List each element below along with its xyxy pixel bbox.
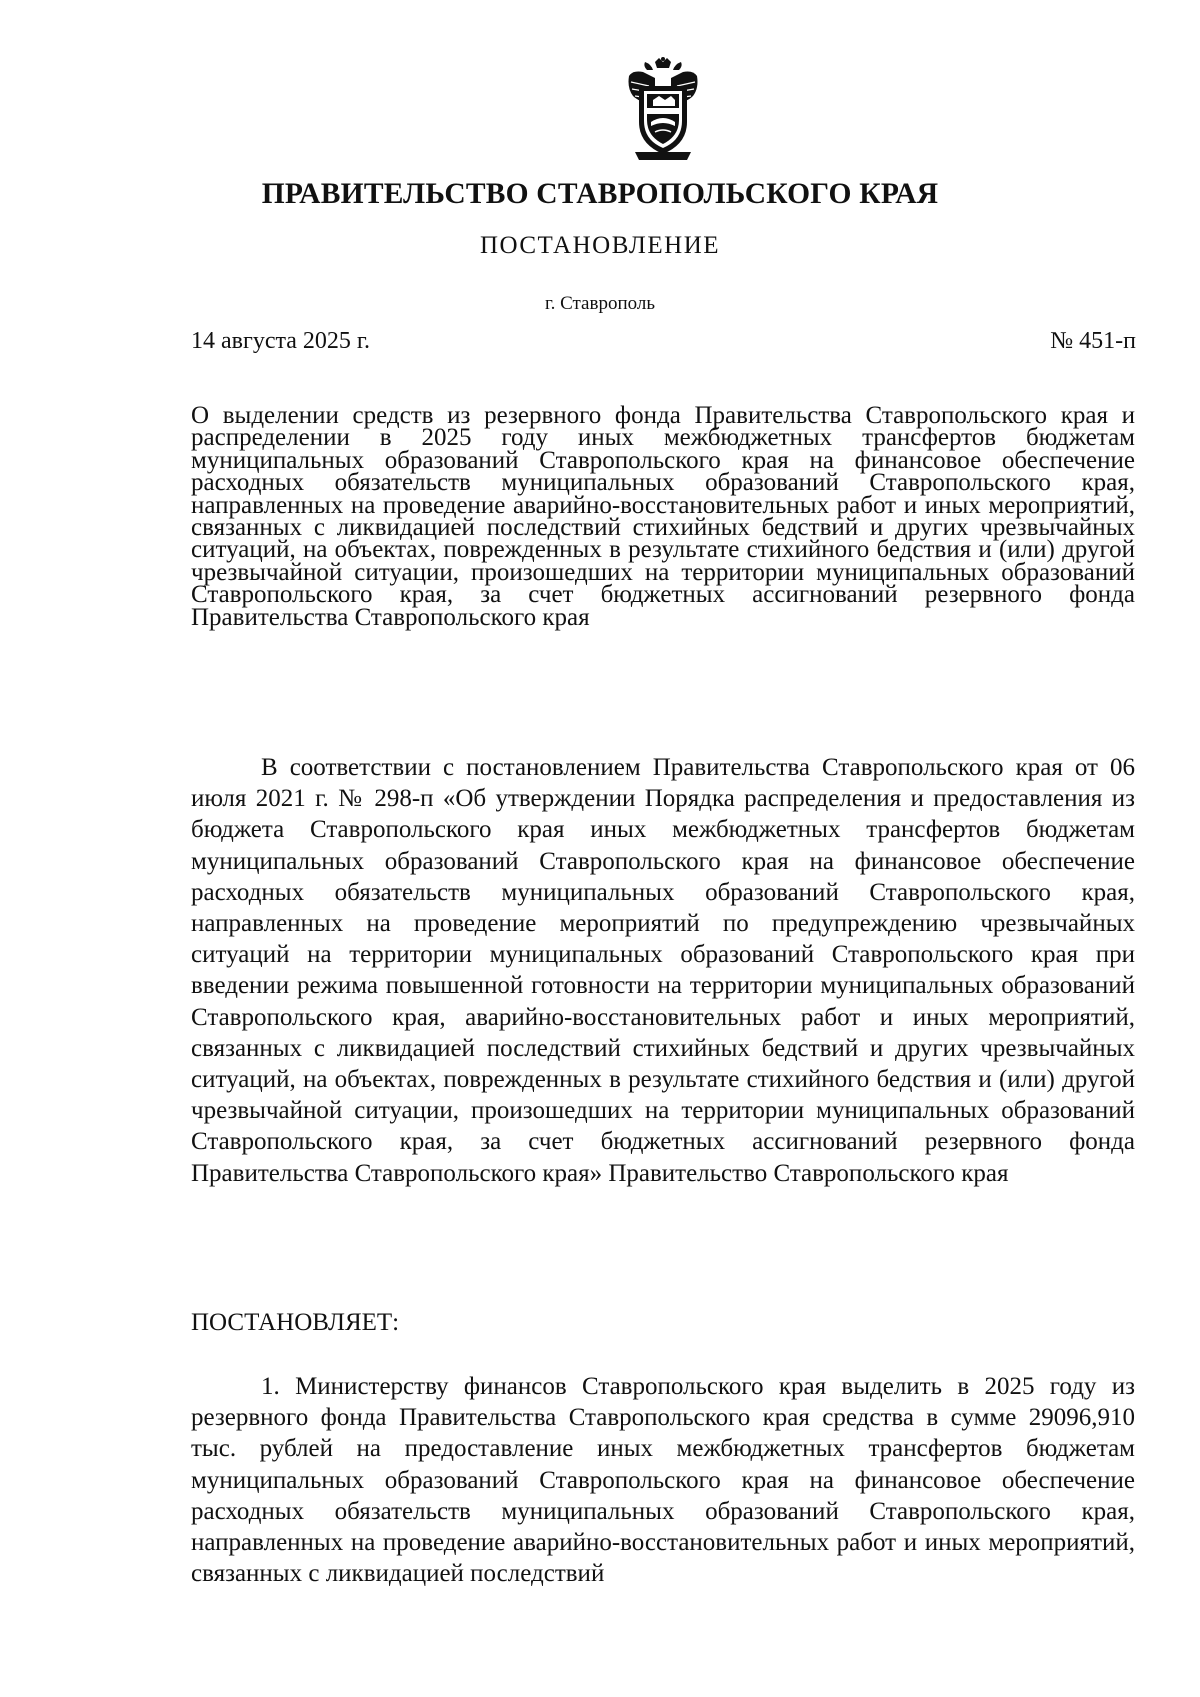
document-number: № 451-п bbox=[1050, 328, 1136, 354]
coat-of-arms-emblem-icon bbox=[625, 56, 701, 160]
government-title: ПРАВИТЕЛЬСТВО СТАВРОПОЛЬСКОГО КРАЯ bbox=[261, 178, 939, 210]
item-1-paragraph: 1. Министерству финансов Ставропольского края выделить в 2025 году из резервного фонда Правительства Ставропольского края средства в сумме 29096,910 тыс. рублей на предоставление иных межбюджетных трансфертов бюджетам муниципальных образований Ставропольского края на финансовое обеспечение расходных обязательств муниципальных образований Ставропольского края, направленных на проведение аварийно-восстановительных работ и иных мероприятий, связанных с ликвидацией последствий bbox=[191, 1373, 1135, 1588]
document-type: ПОСТАНОВЛЕНИЕ bbox=[479, 232, 721, 259]
issue-city: г. Ставрополь bbox=[544, 293, 656, 314]
document-date: 14 августа 2025 г. bbox=[191, 328, 371, 354]
document-subject: О выделении средств из резервного фонда Правительства Ставропольского края и распределении в 2025 году иных межбюджетных трансфертов бюджетам муниципальных образований Ставропольского края на финансовое обеспечение расходных обязательств муниципальных образований Ставропольского края, направленных на проведение аварийно-восстановительных работ и иных мероприятий, связанных с ликвидацией последствий стихийных бедствий и других чрезвычайных ситуаций, на объектах, поврежденных в результате стихийного бедствия и (или) другой чрезвычайной ситуации, произошедших на территории муниципальных образований Ставропольского края, за счет бюджетных ассигнований резервного фонда Правительства Ставропольского края bbox=[191, 402, 1135, 631]
preamble-paragraph: В соответствии с постановлением Правительства Ставропольского края от 06 июля 2021 г. № 298-п «Об утверждении Порядка распределения и предоставления из бюджета Ставропольского края иных межбюджетных трансфертов бюджетам муниципальных образований Ставропольского края на финансовое обеспечение расходных обязательств муниципальных образований Ставропольского края, направленных на проведение мероприятий по предупреждению чрезвычайных ситуаций на территории муниципальных образований Ставропольского края при введении режима повышенной готовности на территории муниципальных образований Ставропольского края, аварийно-восстановительных работ и иных мероприятий, связанных с ликвидацией последствий стихийных бедствий и других чрезвычайных ситуаций, на объектах, поврежденных в результате стихийного бедствия и (или) другой чрезвычайной ситуации, произошедших на территории муниципальных образований Ставропольского края, за счет бюджетных ассигнований резервного фонда Правительства Ставропольского края» Правительство Ставропольского края bbox=[191, 754, 1135, 1187]
resolves-heading: ПОСТАНОВЛЯЕТ: bbox=[191, 1309, 400, 1336]
